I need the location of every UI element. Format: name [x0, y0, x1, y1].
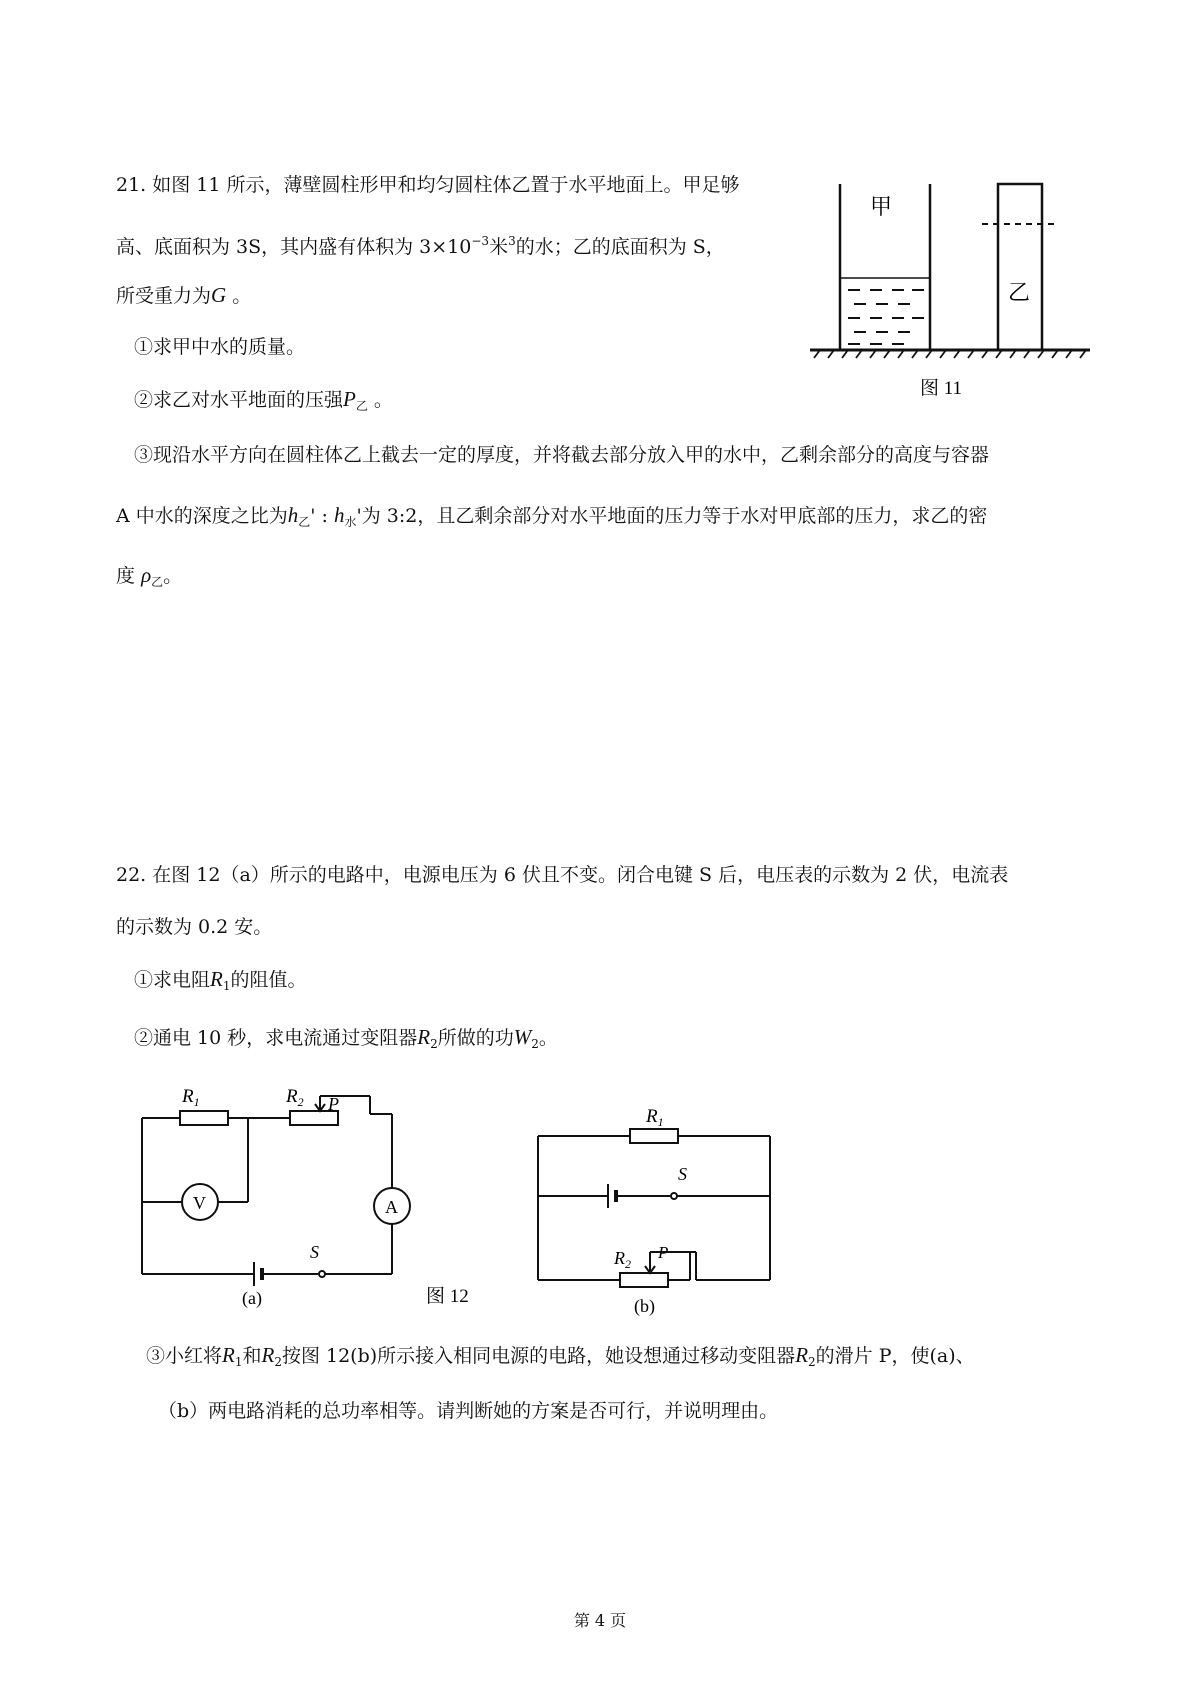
b-P-label: P	[658, 1243, 669, 1262]
a-caption: (a)	[242, 1288, 262, 1308]
q21-part-2: ②求乙对水平地面的压强$P_乙$ 。	[134, 387, 393, 413]
figure-12	[130, 1078, 850, 1318]
circuit-b	[538, 1129, 770, 1287]
page-number: 第 4 页	[573, 1611, 627, 1630]
voltmeter-label: V	[193, 1193, 206, 1213]
ground	[810, 350, 1090, 358]
q21-line-1: 21. 如图 11 所示，薄壁圆柱形甲和均匀圆柱体乙置于水平地面上。甲足够	[116, 174, 740, 196]
q22-part-2: ②通电 10 秒，求电流通过变阻器$R_2$所做的功$W_2$。	[134, 1025, 558, 1051]
q22-part-1: ①求电阻$R_1$的阻值。	[134, 967, 307, 993]
ammeter-label: A	[385, 1197, 398, 1217]
figure-11	[790, 172, 1100, 402]
q21-line-3: 所受重力为G 。	[116, 283, 252, 307]
label-yi: 乙	[1008, 280, 1031, 305]
q21-part-3-line-2: A 中水的深度之比为$h_乙'$ : $h_水'$为 3:2，且乙剩余部分对水平地面的压力等于水对甲底部的压力，求乙的密	[116, 503, 988, 529]
a-P-label: P	[328, 1094, 339, 1114]
q22-part-3-line-2: （b）两电路消耗的总功率相等。请判断她的方案是否可行，并说明理由。	[158, 1400, 779, 1422]
b-S-label: S	[678, 1164, 687, 1184]
q22-line-1: 22. 在图 12（a）所示的电路中，电源电压为 6 伏且不变。闭合电键 S 后，电压表的示数为 2 伏，电流表	[116, 864, 1009, 886]
circuit-a	[142, 1096, 410, 1286]
q21-part-3-line-3: 度 $\rho_乙$。	[116, 563, 183, 589]
figure-11-caption: 图 11	[920, 378, 963, 399]
a-R2-label: $R_2$	[286, 1086, 304, 1109]
q22-part-3-line-1: ③小红将$R_1$和$R_2$按图 12(b)所示接入相同电源的电路，她设想通过移动变阻器$R_2$的滑片 P，使(a)、	[146, 1343, 975, 1369]
q21-line-2: 高、底面积为 3S，其内盛有体积为 $3\times 10^{-3}$米$^3$的水；乙的底面积为 S，	[116, 234, 725, 258]
a-R1-label: $R_1$	[182, 1086, 200, 1109]
b-R1-label: $R_1$	[646, 1106, 664, 1129]
q21-part-3-line-1: ③现沿水平方向在圆柱体乙上截去一定的厚度，并将截去部分放入甲的水中，乙剩余部分的高度与容器	[134, 444, 990, 466]
b-R2-label: $R_2$	[614, 1248, 631, 1271]
a-S-label: S	[310, 1242, 319, 1262]
q22-line-2: 的示数为 0.2 安。	[116, 916, 273, 938]
label-jia: 甲	[870, 194, 893, 219]
cylinder-yi	[982, 184, 1058, 350]
figure-12-caption: 图 12	[426, 1286, 469, 1307]
b-caption: (b)	[634, 1296, 655, 1316]
water-dashes	[848, 290, 924, 344]
q21-part-1: ①求甲中水的质量。	[134, 336, 306, 358]
